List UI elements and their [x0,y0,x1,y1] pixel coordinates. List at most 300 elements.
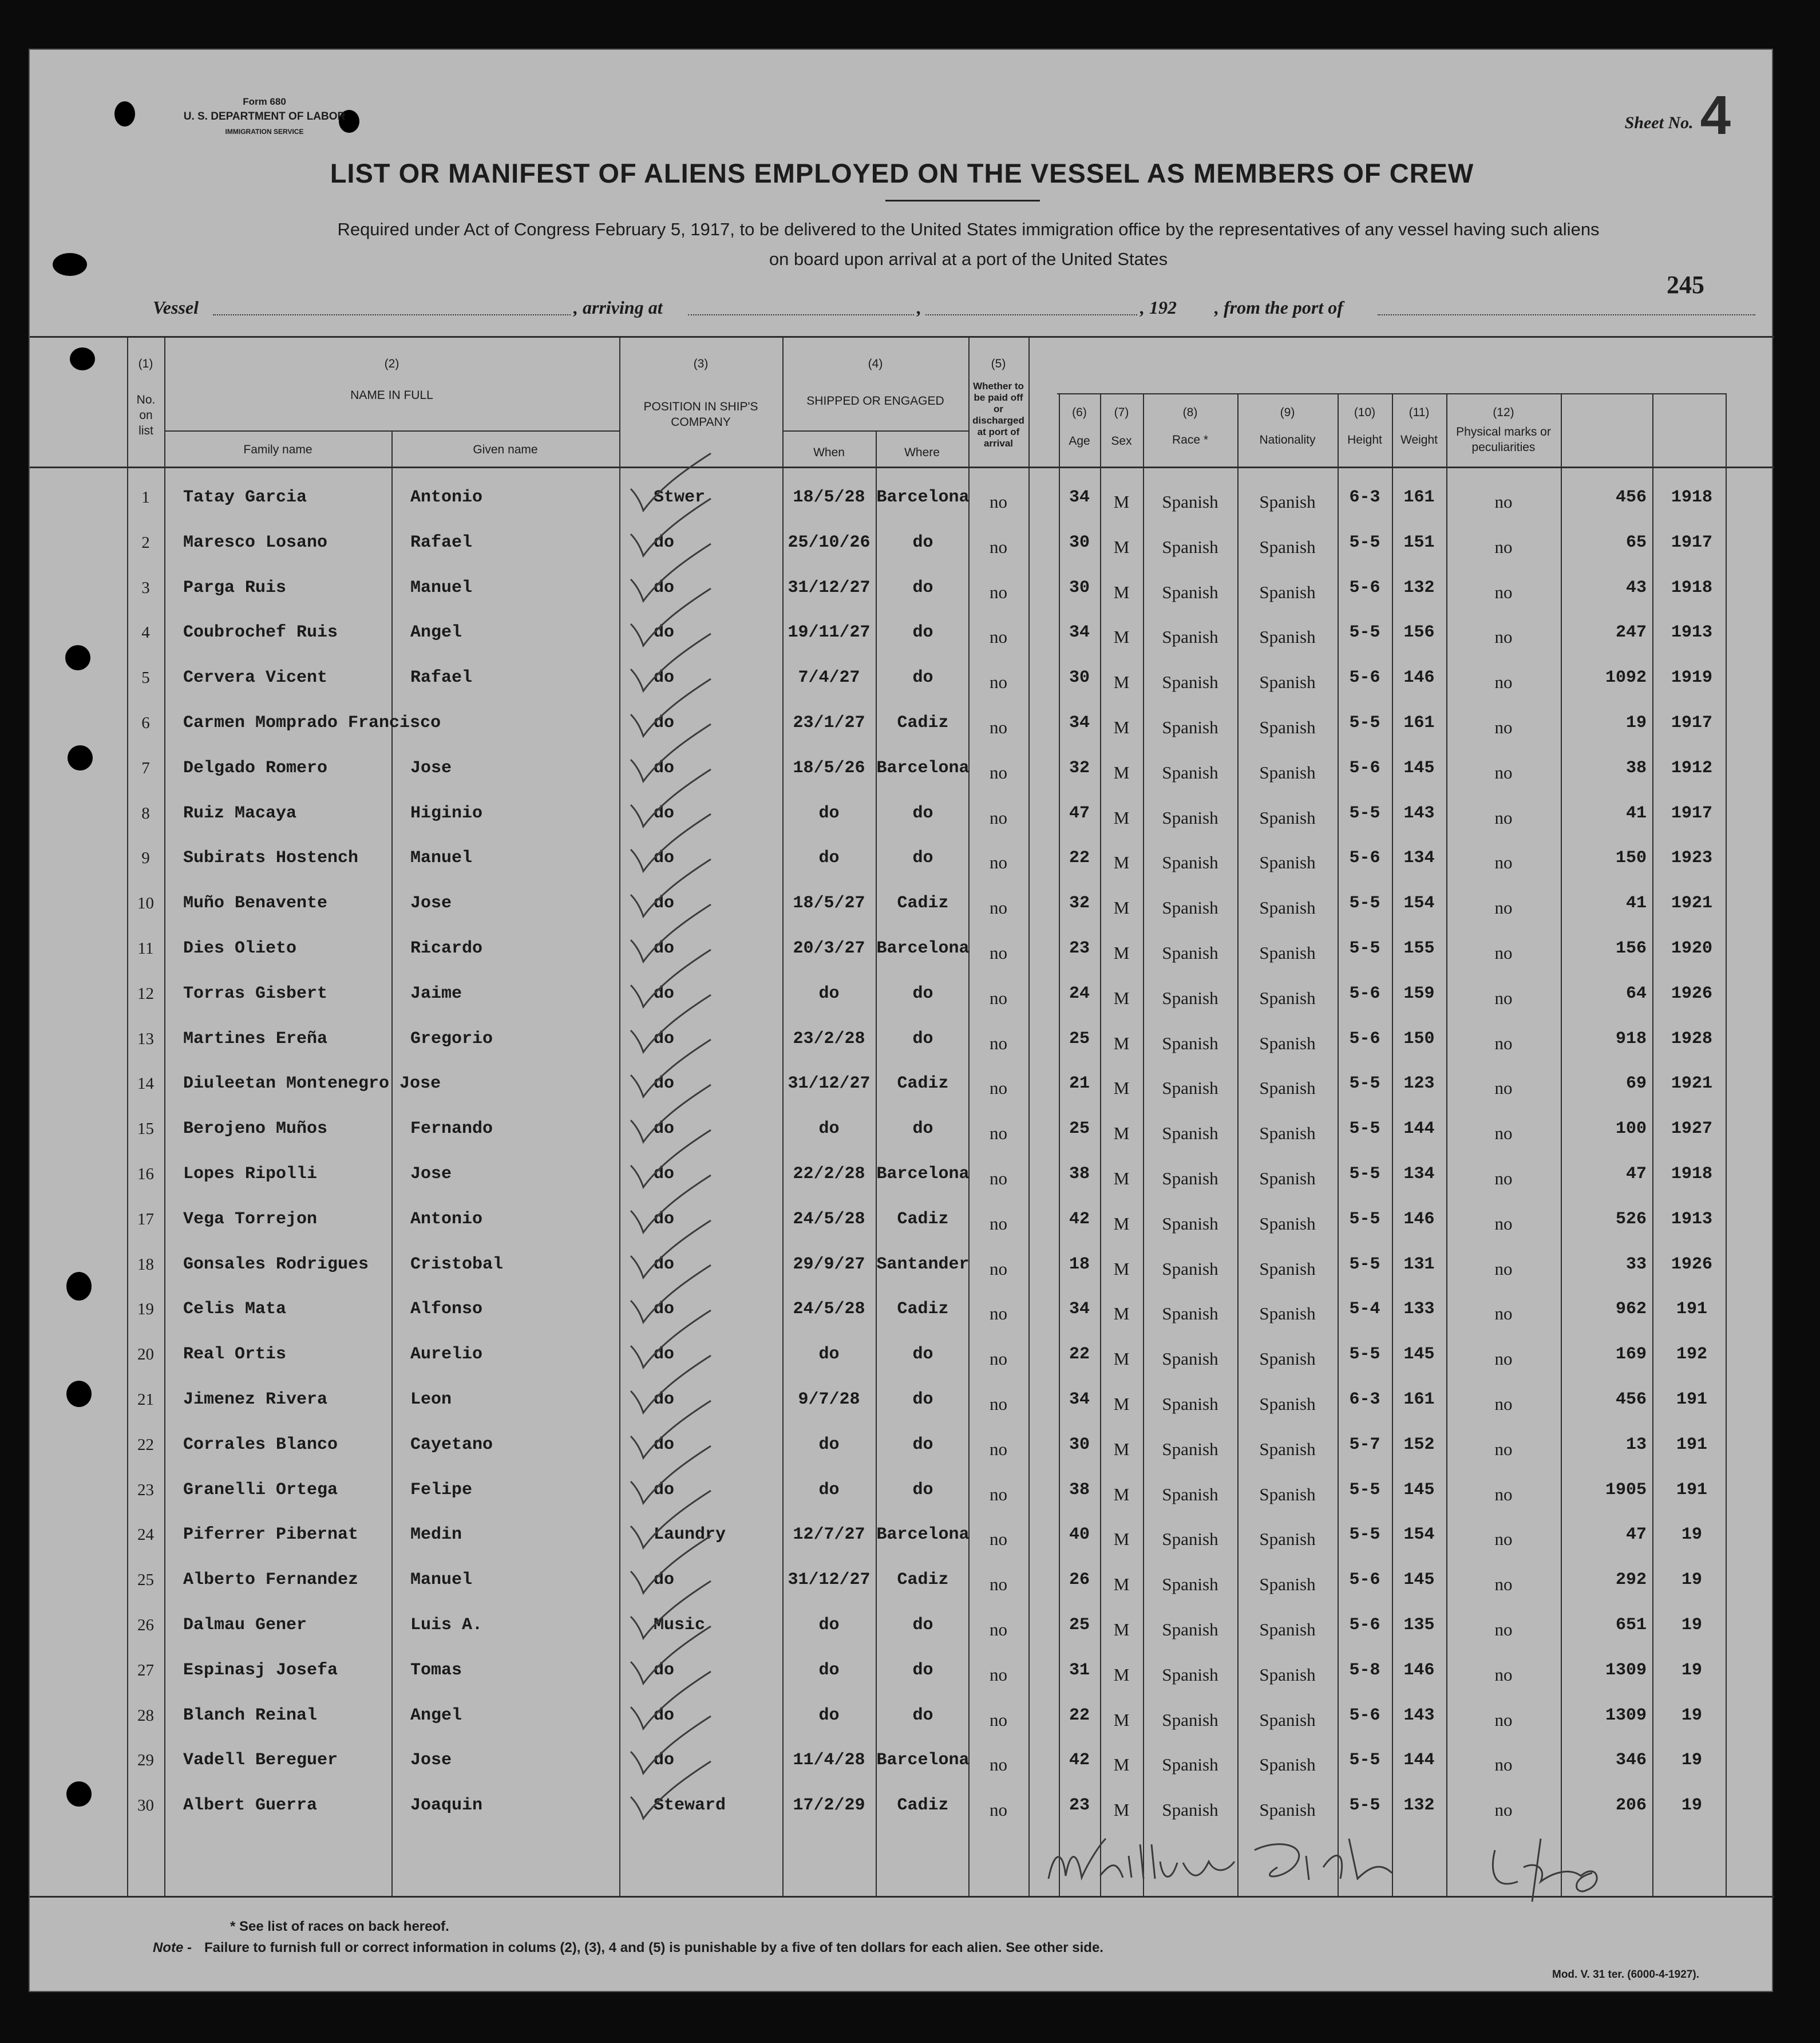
shipped-where: Cadiz [897,713,949,733]
family-name: Cervera Vicent [183,668,328,688]
position: do [654,668,675,688]
extra-year: 1926 [1671,1254,1712,1274]
paid-off: no [990,1303,1007,1324]
row-number: 30 [137,1796,154,1815]
given-name: Jose [410,758,452,778]
family-name: Gonsales Rodrigues [183,1254,369,1274]
height: 5-5 [1349,1119,1380,1139]
age: 21 [1069,1074,1090,1094]
height: 5-5 [1349,1254,1380,1274]
row-number: 8 [141,804,150,823]
weight: 143 [1403,1705,1435,1725]
extra-number: 13 [1625,1435,1647,1455]
paid-off: no [990,582,1007,602]
position: do [654,1209,675,1229]
position: do [654,1299,675,1319]
shipped-where: do [912,1705,933,1725]
binder-hole [66,1381,92,1407]
age: 38 [1069,1480,1090,1500]
given-name: Ricardo [410,939,483,958]
physical-marks: no [1494,987,1513,1008]
given-name: Manuel [410,1570,473,1590]
binder-hole [65,645,90,670]
shipped-when: do [818,848,840,868]
form-number: Form 680 [243,96,286,107]
position: do [654,1119,675,1139]
extra-number: 346 [1615,1750,1647,1771]
shipped-where: Barcelona [876,1164,970,1184]
shipped-when: 22/2/28 [793,1164,865,1184]
weight: 150 [1403,1029,1435,1049]
extra-year: 191 [1676,1480,1707,1500]
family-name: Muño Benavente [183,894,328,914]
age: 22 [1069,848,1090,868]
col-rule [1726,393,1727,1896]
given-name: Manuel [410,578,473,598]
height: 5-7 [1349,1435,1380,1455]
extra-number: 156 [1615,939,1647,958]
position: do [654,1029,675,1049]
race: Spanish [1162,1349,1218,1369]
height: 5-6 [1349,668,1380,688]
col6-num: (6) [1072,406,1087,419]
shipped-where: Cadiz [897,1570,949,1590]
extra-year: 192 [1676,1345,1707,1365]
height: 5-6 [1349,983,1380,1003]
extra-number: 69 [1625,1074,1647,1094]
row-number: 6 [141,714,150,732]
sex: M [1113,1484,1130,1504]
extra-number: 41 [1625,803,1647,823]
age: 42 [1069,1209,1090,1229]
height: 5-6 [1349,848,1380,868]
physical-marks: no [1494,1754,1513,1775]
weight: 155 [1403,939,1435,958]
date-field [925,314,1137,315]
given-name: Joaquin [410,1796,483,1816]
height: 5-5 [1349,894,1380,914]
weight: 159 [1403,983,1435,1003]
position: do [654,623,675,643]
extra-number: 169 [1615,1345,1647,1365]
race: Spanish [1162,1619,1218,1639]
nationality: Spanish [1259,1529,1316,1550]
shipped-where: do [912,532,933,552]
given-name: Angel [410,623,462,643]
paid-off: no [990,536,1007,557]
paid-off: no [990,1394,1007,1414]
family-name: Parga Ruis [183,578,287,598]
race: Spanish [1162,852,1218,873]
col5-label: Whether to be paid off or discharged at port of arrival [972,381,1024,449]
row-number: 4 [141,623,150,642]
nationality: Spanish [1259,492,1316,512]
given-name: Rafael [410,668,473,688]
sex: M [1113,1123,1130,1144]
given-name: Antonio [410,488,483,507]
row-number: 17 [137,1210,154,1228]
family-name: Granelli Ortega [183,1480,338,1500]
given-name: Felipe [410,1480,473,1500]
nationality: Spanish [1259,1123,1316,1144]
weight: 132 [1403,1796,1435,1816]
footer-note-text: Failure to furnish full or correct information in colums (2), (3), 4 and (5) is punishable by a five of ten dollars for each alien. See other side. [204,1940,1103,1955]
race: Spanish [1162,1168,1218,1188]
shipped-when: 20/3/27 [793,939,865,958]
shipped-where: do [912,623,933,643]
weight: 144 [1403,1750,1435,1771]
extra-year: 191 [1676,1299,1707,1319]
paid-off: no [990,672,1007,693]
extra-year: 1919 [1671,668,1712,688]
row-number: 20 [137,1345,154,1364]
extra-year: 1926 [1671,983,1712,1003]
weight: 161 [1403,1390,1435,1409]
extra-year: 1920 [1671,939,1712,958]
age: 22 [1069,1345,1090,1365]
extra-number: 43 [1625,578,1647,598]
shipped-when: 29/9/27 [793,1254,865,1274]
height: 5-5 [1349,532,1380,552]
sex: M [1113,943,1130,963]
weight: 132 [1403,578,1435,598]
physical-marks: no [1494,717,1513,737]
nationality: Spanish [1259,1033,1316,1053]
shipped-when: do [818,1660,840,1680]
race: Spanish [1162,1800,1218,1820]
nationality: Spanish [1259,1078,1316,1098]
shipped-where: do [912,1615,933,1635]
weight: 143 [1403,803,1435,823]
sex: M [1113,1303,1130,1324]
shipped-when: 31/12/27 [788,1570,871,1590]
binder-hole [70,347,95,370]
age: 34 [1069,488,1090,507]
extra-year: 19 [1681,1525,1702,1545]
paid-off: no [990,1213,1007,1234]
col5-num: (5) [991,357,1006,370]
height: 5-5 [1349,1796,1380,1816]
extra-number: 456 [1615,1390,1647,1409]
row-number: 22 [137,1435,154,1454]
row-number: 28 [137,1706,154,1725]
extra-year: 1917 [1671,532,1712,552]
sex: M [1113,492,1130,512]
shipped-where: do [912,1660,933,1680]
paid-off: no [990,1574,1007,1595]
given-name: Cristobal [410,1254,504,1274]
binder-hole [66,1272,92,1301]
race: Spanish [1162,1394,1218,1414]
weight: 123 [1403,1074,1435,1094]
weight: 145 [1403,758,1435,778]
given-name: Medin [410,1525,462,1545]
given-name: Jose [410,1164,452,1184]
weight: 146 [1403,668,1435,688]
nationality: Spanish [1259,627,1316,647]
shipped-when: do [818,1705,840,1725]
extra-year: 19 [1681,1796,1702,1816]
extra-number: 64 [1625,983,1647,1003]
shipped-when: 17/2/29 [793,1796,865,1816]
paid-off: no [990,627,1007,647]
nationality: Spanish [1259,1754,1316,1775]
family-name: Tatay Garcia [183,488,307,507]
row-number: 24 [137,1526,154,1544]
position: do [654,1164,675,1184]
height: 5-4 [1349,1299,1380,1319]
sex: M [1113,1213,1130,1234]
given-name: Alfonso [410,1299,483,1319]
col10-num: (10) [1354,406,1376,419]
age: 42 [1069,1750,1090,1771]
weight: 134 [1403,848,1435,868]
extra-year: 1927 [1671,1119,1712,1139]
row-number: 23 [137,1480,154,1499]
extra-number: 292 [1615,1570,1647,1590]
physical-marks: no [1494,1800,1513,1820]
family-name: Corrales Blanco [183,1435,338,1455]
shipped-when: 25/10/26 [788,532,871,552]
family-name: Delgado Romero [183,758,328,778]
physical-marks: no [1494,898,1513,918]
row-number: 7 [141,758,150,777]
extra-number: 1905 [1605,1480,1647,1500]
extra-year: 1918 [1671,578,1712,598]
row-number: 1 [141,488,150,507]
race: Spanish [1162,1754,1218,1775]
race: Spanish [1162,717,1218,737]
height: 6-3 [1349,1390,1380,1409]
position: do [654,1705,675,1725]
extra-year: 1921 [1671,894,1712,914]
extra-year: 1913 [1671,1209,1712,1229]
age: 30 [1069,578,1090,598]
arriving-field [688,314,914,315]
age: 23 [1069,1796,1090,1816]
given-name: Antonio [410,1209,483,1229]
sex: M [1113,1664,1130,1685]
age: 34 [1069,1299,1090,1319]
sex: M [1113,1709,1130,1730]
vessel-label: Vessel [153,297,199,318]
shipped-when: 23/1/27 [793,713,865,733]
family-name: Blanch Reinal [183,1705,318,1725]
sex: M [1113,1168,1130,1188]
col3-num: (3) [693,357,709,370]
physical-marks: no [1494,1303,1513,1324]
shipped-where: Barcelona [876,939,970,958]
weight: 134 [1403,1164,1435,1184]
extra-number: 1309 [1605,1660,1647,1680]
race: Spanish [1162,1664,1218,1685]
weight: 161 [1403,488,1435,507]
extra-number: 41 [1625,894,1647,914]
extra-number: 47 [1625,1164,1647,1184]
shipped-when: 19/11/27 [788,623,871,643]
col2-label: NAME IN FULL [350,389,433,402]
footer-race-note: * See list of races on back hereof. [230,1919,449,1934]
sex: M [1113,1033,1130,1053]
shipped-when: do [818,803,840,823]
col4-when: When [813,446,845,459]
col1-num: (1) [138,357,153,370]
position: do [654,1254,675,1274]
form-model-number: Mod. V. 31 ter. (6000-4-1927). [1552,1969,1699,1981]
sex: M [1113,1619,1130,1639]
weight: 146 [1403,1209,1435,1229]
nationality: Spanish [1259,1213,1316,1234]
physical-marks: no [1494,1619,1513,1639]
position: Music [654,1615,706,1635]
physical-marks: no [1494,1033,1513,1053]
weight: 152 [1403,1435,1435,1455]
paid-off: no [990,1349,1007,1369]
paid-off: no [990,717,1007,737]
col9-label: Nationality [1259,433,1316,446]
paid-off: no [990,852,1007,873]
col11-label: Weight [1400,433,1438,446]
col4-num: (4) [868,357,883,370]
paid-off: no [990,1439,1007,1459]
age: 47 [1069,803,1090,823]
nationality: Spanish [1259,1168,1316,1188]
physical-marks: no [1494,1664,1513,1685]
col2-family: Family name [243,443,312,456]
race: Spanish [1162,807,1218,828]
family-name: Carmen Momprado Francisco [183,713,441,733]
signature-william [1037,1827,1644,1907]
extra-year: 1917 [1671,713,1712,733]
race: Spanish [1162,762,1218,783]
given-name: Higinio [410,803,483,823]
nationality: Spanish [1259,1484,1316,1504]
col7-label: Sex [1111,434,1132,448]
physical-marks: no [1494,582,1513,602]
paid-off: no [990,1754,1007,1775]
family-name: Vega Torrejon [183,1209,318,1229]
shipped-where: Santander [876,1254,970,1274]
height: 5-5 [1349,803,1380,823]
position: do [654,532,675,552]
col4-where: Where [904,446,940,459]
nationality: Spanish [1259,1619,1316,1639]
nationality: Spanish [1259,1394,1316,1414]
nationality: Spanish [1259,672,1316,693]
nationality: Spanish [1259,1574,1316,1595]
nationality: Spanish [1259,852,1316,873]
sex: M [1113,1349,1130,1369]
age: 30 [1069,668,1090,688]
col2-given: Given name [473,443,538,456]
shipped-where: Cadiz [897,1299,949,1319]
weight: 156 [1403,623,1435,643]
extra-number: 100 [1615,1119,1647,1139]
shipped-when: do [818,1615,840,1635]
race: Spanish [1162,627,1218,647]
race: Spanish [1162,1529,1218,1550]
physical-marks: no [1494,1709,1513,1730]
extra-number: 526 [1615,1209,1647,1229]
extra-year: 1913 [1671,623,1712,643]
col10-label: Height [1347,433,1382,446]
physical-marks: no [1494,627,1513,647]
height: 5-8 [1349,1660,1380,1680]
race: Spanish [1162,1574,1218,1595]
family-name: Berojeno Muños [183,1119,328,1139]
row-number: 15 [137,1120,154,1139]
extra-year: 19 [1681,1660,1702,1680]
family-name: Jimenez Rivera [183,1390,328,1409]
given-name: Luis A. [410,1615,483,1635]
height: 5-5 [1349,713,1380,733]
binder-hole [114,101,135,127]
extra-year: 1918 [1671,488,1712,507]
nationality: Spanish [1259,1709,1316,1730]
row-number: 26 [137,1616,154,1634]
race: Spanish [1162,987,1218,1008]
paid-off: no [990,943,1007,963]
col9-num: (9) [1280,406,1295,419]
position: do [654,894,675,914]
height: 5-6 [1349,1705,1380,1725]
shipped-when: 31/12/27 [788,1074,871,1094]
paid-off: no [990,762,1007,783]
shipped-when: 18/5/26 [793,758,865,778]
height: 5-6 [1349,758,1380,778]
vessel-line [153,297,1755,322]
paid-off: no [990,1033,1007,1053]
row-number: 25 [137,1571,154,1590]
age: 30 [1069,1435,1090,1455]
shipped-when: 12/7/27 [793,1525,865,1545]
shipped-when: 23/2/28 [793,1029,865,1049]
race: Spanish [1162,1033,1218,1053]
shipped-when: do [818,1119,840,1139]
given-name: Leon [410,1390,452,1409]
family-name: Piferrer Pibernat [183,1525,359,1545]
shipped-where: Barcelona [876,758,970,778]
age: 25 [1069,1615,1090,1635]
age: 22 [1069,1705,1090,1725]
extra-year: 19 [1681,1705,1702,1725]
age: 40 [1069,1525,1090,1545]
shipped-where: Cadiz [897,1209,949,1229]
family-name: Albert Guerra [183,1796,318,1816]
extra-number: 19 [1625,713,1647,733]
binder-hole [53,253,87,276]
nationality: Spanish [1259,717,1316,737]
position: do [654,803,675,823]
physical-marks: no [1494,807,1513,828]
shipped-when: 7/4/27 [798,668,860,688]
sex: M [1113,627,1130,647]
paid-off: no [990,898,1007,918]
height: 5-5 [1349,1750,1380,1771]
paid-off: no [990,807,1007,828]
shipped-where: do [912,1029,933,1049]
extra-number: 206 [1615,1796,1647,1816]
sex: M [1113,1394,1130,1414]
family-name: Dies Olieto [183,939,297,958]
row-number: 21 [137,1390,154,1409]
row-number: 9 [141,849,150,868]
nationality: Spanish [1259,536,1316,557]
shipped-when: 18/5/28 [793,488,865,507]
age: 18 [1069,1254,1090,1274]
nationality: Spanish [1259,987,1316,1008]
position: do [654,1570,675,1590]
